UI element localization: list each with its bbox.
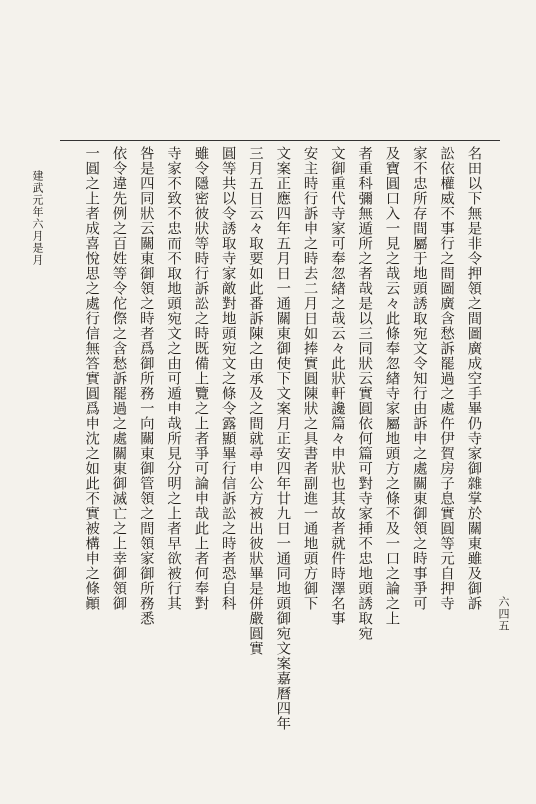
text-column: 雖令隱密彼狀等時行訴訟之時既備上覽之上者爭可論申哉此上者何奉對 [192,146,209,611]
text-column: 訟依權威不事行之間圖廣含愁訴罷過之處仵伊賀房子息實圓等元自押寺 [438,146,455,611]
text-column: 名田以下無是非令押領之間圖廣成空手畢仍寺家御雜掌於關東雖及御訴 [465,146,482,611]
running-header: 建武元年六月是月 [31,170,44,266]
text-column: 圓等共以令誘取寺家敵對地頭宛文之條令露顯畢行信訴訟之時者恐自科 [219,146,236,611]
text-column: 及寶圓口入一見之哉云々此條奉忽緖寺家屬地頭方之條不及一口之論之上 [383,146,400,626]
text-column: 文御重代寺家可奉忽緖之哉云々此狀軒讒篇々申狀也其故者就件時澤名事 [328,146,345,626]
text-column: 一圓之上者成喜悅思之處行信無答實圓爲申沈之如此不實被構申之條顚 [83,146,100,611]
text-column: 依令違先例之百姓等令佗傺之含愁訴罷過之處關東御滅亡之上幸御領御 [110,146,127,611]
text-column: 三月五日云々取要如此番訴陳之由承及之間就尋申公方被出彼狀畢是併嚴圓實 [247,146,263,656]
top-rule [60,140,500,141]
text-column: 者重科彌無遁所之者哉是以三同狀云實圓依何篇可對寺家挿不忠地頭誘取宛 [356,146,373,641]
text-column: 文案正應四年五月日一通關東御使下文案月正安四年廿九日一通同地頭御宛文案嘉曆四年 [274,146,291,731]
text-column: 安主時行訴申之時去二月日如捧實圓陳狀之具書者副進一通地頭方御下 [301,146,318,611]
text-column: 寺家不致不忠而不取地頭宛文之由可遁申哉所見分明之上者早欲被行其 [165,146,182,611]
text-column: 咎是四同狀云關東御領之時者爲御所務一向關東御管領之間領家御所務悉 [137,146,154,626]
page-number: 六四五 [497,596,510,632]
text-column: 家不忠所存間屬于地頭誘取宛文令知行由訴申之處關東御領之時事爭可 [410,146,427,611]
